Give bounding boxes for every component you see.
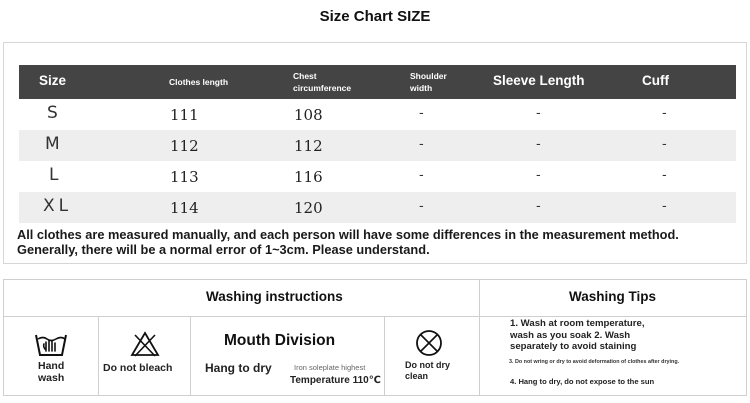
shoulder-cell: - <box>419 199 424 214</box>
size-cell: L <box>49 165 59 185</box>
shoulder-cell: - <box>419 168 424 183</box>
divider <box>384 317 385 395</box>
hand-wash-line2: wash <box>38 372 65 384</box>
table-row <box>19 99 736 130</box>
table-row <box>19 130 736 161</box>
washing-instructions-title: Washing instructions <box>206 289 343 304</box>
iron-note: Iron soleplate highest <box>294 363 366 372</box>
header-shoulder-line2: width <box>410 83 433 93</box>
header-chest-line1: Chest <box>293 71 317 81</box>
divider <box>479 316 747 317</box>
table-row <box>19 161 736 192</box>
divider <box>98 317 99 395</box>
length-cell: 111 <box>170 106 199 124</box>
table-row <box>19 192 736 223</box>
header-chest-line2: circumference <box>293 83 352 93</box>
divider <box>4 316 479 317</box>
no-dry-clean-label <box>405 360 450 382</box>
cuff-cell: - <box>662 199 667 214</box>
header-clothes-length: Clothes length <box>169 77 229 87</box>
no-bleach-icon <box>130 331 160 357</box>
measurement-note <box>17 227 737 257</box>
sleeve-cell: - <box>536 199 541 214</box>
tip-3: 3. Do not wring or dry to avoid deformation of clothes after drying. <box>509 359 680 365</box>
size-table-header <box>19 65 736 99</box>
mouth-division-label: Mouth Division <box>224 332 336 349</box>
divider <box>479 280 480 395</box>
tip-4: 4. Hang to dry, do not expose to the sun <box>510 377 655 386</box>
no-dry-clean-line2: clean <box>405 371 429 381</box>
shoulder-cell: - <box>419 106 424 121</box>
note-line-1: All clothes are measured manually, and each person will have some differences in the measurement method. <box>17 227 679 242</box>
iron-temperature: Temperature 110℃ <box>290 375 381 386</box>
washing-tips-title: Washing Tips <box>569 289 657 304</box>
washing-panel <box>3 279 747 396</box>
no-dry-clean-line1: Do not dry <box>405 360 450 370</box>
hand-wash-label <box>38 360 64 384</box>
shoulder-cell: - <box>419 137 424 152</box>
tip-1-line2: wash as you soak 2. Wash <box>510 329 631 341</box>
length-cell: 113 <box>170 168 199 186</box>
sleeve-cell: - <box>536 106 541 121</box>
tip-1 <box>510 318 645 353</box>
tip-1-line3: separately to avoid staining <box>510 341 637 352</box>
chest-cell: 108 <box>294 106 323 124</box>
cuff-cell: - <box>662 168 667 183</box>
header-cuff: Cuff <box>642 73 669 88</box>
page-title: Size Chart SIZE <box>319 8 431 25</box>
cuff-cell: - <box>662 106 667 121</box>
header-shoulder-line1: Shoulder <box>410 71 447 81</box>
size-chart-panel <box>3 42 747 264</box>
chest-cell: 116 <box>294 168 323 186</box>
sleeve-cell: - <box>536 137 541 152</box>
sleeve-cell: - <box>536 168 541 183</box>
hand-wash-line1: Hand <box>38 360 65 372</box>
header-sleeve-length: Sleeve Length <box>493 73 585 88</box>
size-cell: S <box>47 103 58 123</box>
hang-to-dry-label: Hang to dry <box>205 361 272 375</box>
size-cell: M <box>45 134 60 154</box>
header-size: Size <box>39 73 67 88</box>
chest-cell: 112 <box>294 137 323 155</box>
size-cell: XL <box>43 196 73 216</box>
note-line-2: Generally, there will be a normal error of 1~3cm. Please understand. <box>17 242 430 257</box>
length-cell: 112 <box>170 137 199 155</box>
no-dry-clean-icon <box>415 329 443 357</box>
no-bleach-label: Do not bleach <box>103 362 173 374</box>
chest-cell: 120 <box>294 199 323 217</box>
cuff-cell: - <box>662 137 667 152</box>
divider <box>190 317 191 395</box>
length-cell: 114 <box>170 199 199 217</box>
tip-1-line1: 1. Wash at room temperature, <box>510 318 645 329</box>
hand-wash-icon <box>34 329 68 359</box>
